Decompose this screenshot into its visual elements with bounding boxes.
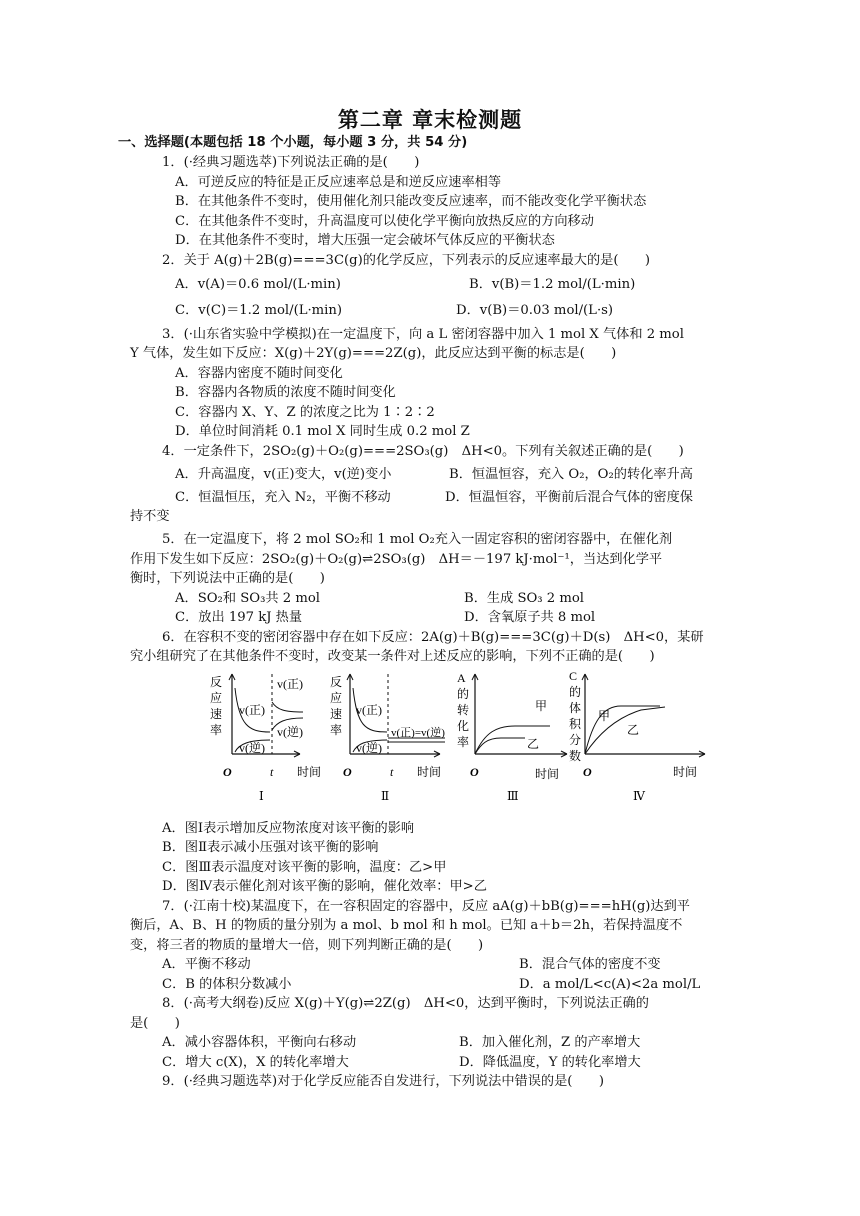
q2-option-a: A．v(A)＝0.6 mol/(L·min) <box>175 277 341 292</box>
graph-4-ylabel-4: 积 <box>569 717 582 731</box>
page-title: 第二章 章末检测题 <box>337 108 523 132</box>
graph-1 <box>210 674 321 803</box>
q4-option-d-cont: 持不变 <box>130 509 170 524</box>
q6-option-b: B．图Ⅱ表示减小压强对该平衡的影响 <box>162 840 379 855</box>
question-4: 4．一定条件下，2SO₂(g)＋O₂(g)===2SO₃(g) ΔH<0。下列有关叙述正确的是( ) <box>162 444 684 459</box>
graph-1-ylabel-2: 应 <box>210 691 223 705</box>
q8-option-b: B．加入催化剂，Z 的产率增大 <box>459 1035 641 1050</box>
q3-option-a: A．容器内密度不随时间变化 <box>175 366 343 381</box>
question-5-line2: 作用下发生如下反应：2SO₂(g)＋O₂(g)⇌2SO₃(g) ΔH＝－197 kJ·mol⁻¹，当达到化学平 <box>130 552 663 567</box>
graph-3 <box>457 671 567 803</box>
q7-option-a: A．平衡不移动 <box>162 957 251 972</box>
graph-1-ylabel-4: 率 <box>210 723 223 737</box>
q8-option-a: A．减小容器体积，平衡向右移动 <box>162 1035 357 1050</box>
q6-option-c: C．图Ⅲ表示温度对该平衡的影响，温度：乙>甲 <box>162 860 447 875</box>
q4-option-b: B．恒温恒容，充入 O₂，O₂的转化率升高 <box>449 467 693 482</box>
q5-option-b: B．生成 SO₃ 2 mol <box>464 591 585 606</box>
graph-4-jia-curve <box>585 706 660 754</box>
graph-4-ylabel-3: 体 <box>569 701 582 715</box>
q7-option-c: C．B 的体积分数减小 <box>162 977 292 992</box>
graph-2-zheng-label: v(正) <box>356 703 382 717</box>
question-7-line2: 衡后，A、B、H 的物质的量分别为 a mol、b mol 和 h mol。已知 a＋b＝2h，若保持温度不 <box>130 918 683 933</box>
question-8-line2: 是( ) <box>130 1016 180 1031</box>
graph-2-t: t <box>390 765 394 779</box>
graph-2-ylabel-4: 率 <box>330 723 343 737</box>
q3-option-d: D．单位时间消耗 0.1 mol X 同时生成 0.2 mol Z <box>175 424 470 439</box>
q4-option-a: A．升高温度，v(正)变大，v(逆)变小 <box>175 467 392 482</box>
graph-3-ylabel-4: 化 <box>457 719 470 733</box>
question-7-line1: 7．(·江南十校)某温度下，在一容积固定的容器中，反应 aA(g)＋bB(g)===hH(g)达到平 <box>162 899 690 914</box>
graph-4-jia-label: 甲 <box>598 709 611 723</box>
q4-option-c: C．恒温恒压，充入 N₂，平衡不移动 <box>175 490 391 505</box>
graph-1-ylabel-1: 反 <box>210 675 223 689</box>
graph-1-ni-label-2: v(逆) <box>277 725 303 739</box>
graph-2 <box>330 674 445 803</box>
graph-3-ylabel-2: 的 <box>457 687 470 701</box>
graph-3-arrows <box>472 674 567 757</box>
graph-2-ylabel-2: 应 <box>330 691 343 705</box>
graph-4-ylabel-1: C <box>569 669 578 683</box>
q6-option-a: A．图Ⅰ表示增加反应物浓度对该平衡的影响 <box>162 821 415 836</box>
graph-2-ni-label: v(逆) <box>356 741 382 755</box>
graph-2-number: Ⅱ <box>381 789 390 803</box>
q1-option-d: D．在其他条件不变时，增大压强一定会破坏气体反应的平衡状态 <box>175 233 555 248</box>
graph-2-xlabel: 时间 <box>417 765 442 779</box>
graph-3-ylabel-1: A <box>457 671 466 685</box>
q2-option-b: B．v(B)＝1.2 mol/(L·min) <box>469 277 636 292</box>
q5-option-a: A．SO₂和 SO₃共 2 mol <box>175 591 320 606</box>
question-5-line3: 衡时，下列说法中正确的是( ) <box>130 571 325 586</box>
graph-3-ylabel-3: 转 <box>457 703 470 717</box>
q5-option-c: C．放出 197 kJ 热量 <box>175 610 303 625</box>
graph-3-origin: O <box>470 765 479 779</box>
graph-1-t: t <box>270 765 274 779</box>
graph-4-xlabel: 时间 <box>673 765 698 779</box>
q4-option-d: D．恒温恒容，平衡前后混合气体的密度保 <box>445 490 693 505</box>
graph-4-yi-curve <box>585 707 665 754</box>
rate-graphs-figure <box>205 666 725 806</box>
graph-4-yi-label: 乙 <box>627 723 640 737</box>
q8-option-d: D．降低温度，Y 的转化率增大 <box>459 1055 641 1070</box>
q1-option-c: C．在其他条件不变时，升高温度可以使化学平衡向放热反应的方向移动 <box>175 214 594 229</box>
question-3-line1: 3．(·山东省实验中学模拟)在一定温度下，向 a L 密闭容器中加入 1 mol X 气体和 2 mol <box>162 327 684 342</box>
graph-1-zheng-after <box>272 702 303 712</box>
question-6-line2: 究小组研究了在其他条件不变时，改变某一条件对上述反应的影响，下列不正确的是( ) <box>130 649 655 664</box>
q5-option-d: D．含氧原子共 8 mol <box>464 610 596 625</box>
question-2: 2．关于 A(g)＋2B(g)===3C(g)的化学反应，下列表示的反应速率最大的是( ) <box>162 253 650 268</box>
graph-4-ylabel-6: 数 <box>569 749 582 763</box>
question-8-line1: 8．(·高考大纲卷)反应 X(g)＋Y(g)⇌2Z(g) ΔH<0，达到平衡时，下列说法正确的 <box>162 996 649 1011</box>
q1-option-a: A．可逆反应的特征是正反应速率总是和逆反应速率相等 <box>175 175 502 190</box>
graph-4-ylabel-5: 分 <box>569 733 582 747</box>
q8-option-c: C．增大 c(X)，X 的转化率增大 <box>162 1055 349 1070</box>
section-heading: 一、选择题(本题包括 18 个小题，每小题 3 分，共 54 分) <box>118 135 468 150</box>
graph-1-ni-label: v(逆) <box>239 741 265 755</box>
question-7-line3: 变，将三者的物质的量增大一倍，则下列判断正确的是( ) <box>130 938 484 953</box>
q3-option-c: C．容器内 X、Y、Z 的浓度之比为 1∶2∶2 <box>175 405 435 420</box>
q2-option-c: C．v(C)＝1.2 mol/(L·min) <box>175 303 343 318</box>
graph-1-xlabel: 时间 <box>297 765 322 779</box>
graph-1-zheng-label: v(正) <box>239 703 265 717</box>
graph-3-yi-label: 乙 <box>527 737 540 751</box>
graph-2-ylabel-1: 反 <box>330 675 343 689</box>
graph-3-jia-label: 甲 <box>535 699 548 713</box>
q7-option-b: B．混合气体的密度不变 <box>519 957 661 972</box>
graph-3-number: Ⅲ <box>507 789 519 803</box>
q1-option-b: B．在其他条件不变时，使用催化剂只能改变反应速率，而不能改变化学平衡状态 <box>175 194 647 209</box>
graph-1-ylabel-3: 速 <box>210 707 223 721</box>
q2-option-d: D．v(B)＝0.03 mol/(L·s) <box>456 303 614 318</box>
q7-option-d: D．a mol/L<c(A)<2a mol/L <box>519 977 701 992</box>
graph-2-origin: O <box>343 765 352 779</box>
graphs-svg <box>205 666 725 806</box>
graph-3-xlabel: 时间 <box>535 767 560 781</box>
graph-3-ylabel-5: 率 <box>457 735 470 749</box>
graph-1-zheng-label-2: v(正) <box>277 677 303 691</box>
graph-4-number: Ⅳ <box>633 789 645 803</box>
question-9: 9．(·经典习题选萃)对于化学反应能否自发进行，下列说法中错误的是( ) <box>162 1074 604 1089</box>
graph-1-origin: O <box>223 765 232 779</box>
q3-option-b: B．容器内各物质的浓度不随时间变化 <box>175 385 396 400</box>
question-6-line1: 6．在容积不变的密闭容器中存在如下反应：2A(g)＋B(g)===3C(g)＋D(s) ΔH<0，某研 <box>162 630 704 645</box>
graph-2-ylabel-3: 速 <box>330 707 343 721</box>
question-5-line1: 5．在一定温度下，将 2 mol SO₂和 1 mol O₂充入一固定容积的密闭容器中，在催化剂 <box>162 532 673 547</box>
question-3-line2: Y 气体，发生如下反应：X(g)＋2Y(g)===2Z(g)，此反应达到平衡的标志是( ) <box>130 346 617 361</box>
graph-4 <box>569 669 705 803</box>
graph-4-origin: O <box>583 765 592 779</box>
question-1: 1．(·经典习题选萃)下列说法正确的是( ) <box>162 155 420 170</box>
graph-1-number: Ⅰ <box>259 789 264 803</box>
graph-4-ylabel-2: 的 <box>569 685 582 699</box>
graph-2-equal-label: v(正)=v(逆) <box>391 727 445 739</box>
q6-option-d: D．图Ⅳ表示催化剂对该平衡的影响，催化效率：甲>乙 <box>162 879 487 894</box>
